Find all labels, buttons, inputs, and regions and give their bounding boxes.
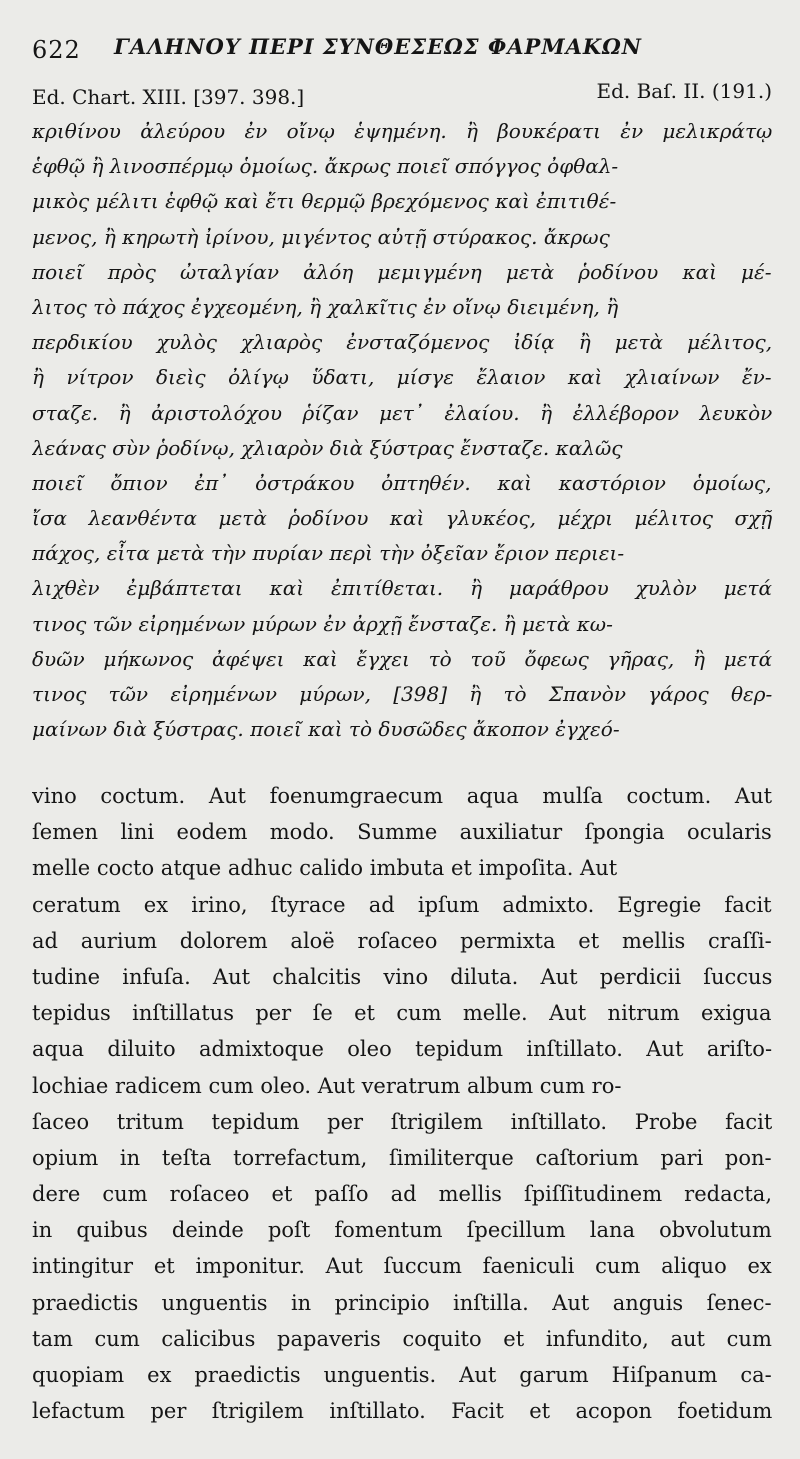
edition-basel-reference: Ed. Baſ. II. (191.) — [596, 79, 772, 103]
latin-text-line: lefactum per ſtrigilem inſtillato. Facit et acopon foetidum — [32, 1399, 772, 1424]
greek-text-line: λεάνας σὺν ῥοδίνῳ, χλιαρὸν διὰ ξύστρας ἔνσταζε. καλῶς — [32, 435, 623, 460]
latin-text-line: vino coctum. Aut foenumgraecum aqua mulſa coctum. Aut — [32, 784, 772, 808]
page-header — [32, 36, 772, 76]
greek-text-line: λιχθὲν ἐμβάπτεται καὶ ἐπιτίθεται. ἢ μαράθρου χυλὸν μετά — [32, 576, 772, 601]
latin-text-line: quopiam ex praedictis unguentis. Aut garum Hiſpanum ca- — [32, 1363, 772, 1387]
latin-text-line: ceratum ex irino, ſtyrace ad ipſum admixto. Egregie facit — [32, 892, 772, 917]
latin-text-line: tudine infuſa. Aut chalcitis vino diluta. Aut perdicii ſuccus — [32, 964, 772, 989]
latin-text-line: tepidus inſtillatus per ſe et cum melle. Aut nitrum exigua — [32, 1001, 772, 1026]
greek-text-line: δυῶν μήκωνος ἀφέψει καὶ ἔγχει τὸ τοῦ ὄφεως γῆρας, ἢ μετά — [32, 646, 772, 671]
latin-text-line: ſemen lini eodem modo. Summe auxiliatur ſpongia ocularis — [32, 820, 772, 845]
greek-text-block — [32, 114, 772, 747]
latin-text-line: intingitur et imponitur. Aut ſuccum faeniculi cum aliquo ex — [32, 1254, 772, 1279]
edition-chartier-reference: Ed. Chart. XIII. [397. 398.] — [32, 85, 305, 109]
greek-text-line: ἑφθῷ ἢ λινοσπέρμῳ ὁμοίως. ἄκρως ποιεῖ σπόγγος ὀφθαλ- — [32, 154, 619, 179]
greek-text-line: ἢ νίτρον διεὶς ὀλίγῳ ὕδατι, μίσγε ἔλαιον καὶ χλιαίνων ἔν- — [32, 365, 772, 390]
greek-text-line: πάχος, εἶτα μετὰ τὴν πυρίαν περὶ τὴν ὀξεῖαν ἔριον περιει- — [32, 541, 625, 566]
latin-text-line: aqua diluito admixtoque oleo tepidum inſtillato. Aut ariſto- — [32, 1037, 772, 1062]
latin-text-block — [32, 778, 772, 1429]
greek-text-line: μενος, ἢ κηρωτὴ ἰρίνου, μιγέντος αὐτῇ στύρακος. ἄκρως — [32, 224, 610, 249]
greek-text-line: μικὸς μέλιτι ἑφθῷ καὶ ἔτι θερμῷ βρεχόμενος καὶ ἐπιτιθέ- — [32, 189, 617, 214]
latin-text-line: tam cum calicibus papaveris coquito et infundito, aut cum — [32, 1326, 772, 1351]
greek-text-line: μαίνων διὰ ξύστρας. ποιεῖ καὶ τὸ δυσῶδες ἄκοπον ἐγχεό- — [32, 717, 620, 742]
greek-text-line: ἴσα λεανθέντα μετὰ ῥοδίνου καὶ γλυκέος, μέχρι μέλιτος σχῇ — [32, 506, 772, 531]
greek-text-line: ποιεῖ ὄπιον ἐπ᾽ ὀστράκου ὀπτηθέν. καὶ καστόριον ὁμοίως, — [32, 470, 772, 495]
running-title: ΓΑΛΗΝΟΥ ΠΕΡΙ ΣΥΝΘΕΣΕΩΣ ΦΑΡΜΑΚΩΝ — [114, 34, 642, 59]
latin-text-line: lochiae radicem cum oleo. Aut veratrum album cum ro- — [32, 1073, 622, 1098]
greek-text-line: τινος τῶν εἰρημένων μύρων, [398] ἢ τὸ Σπανὸν γάρος θερ- — [32, 682, 772, 706]
latin-text-line: praedictis unguentis in principio inſtilla. Aut anguis ſenec- — [32, 1290, 772, 1315]
greek-text-line: τινος τῶν εἰρημένων μύρων ἐν ἀρχῇ ἔνσταζε. ἢ μετὰ κω- — [32, 611, 613, 636]
latin-text-line: dere cum roſaceo et paſſo ad mellis ſpiſſitudinem redacta, — [32, 1182, 772, 1207]
greek-text-line: λιτος τὸ πάχος ἐγχεομένη, ἢ χαλκῖτις ἐν οἴνῳ διειμένη, ἢ — [32, 294, 619, 319]
edition-reference-line — [32, 79, 772, 115]
latin-text-line: in quibus deinde poſt fomentum ſpecillum lana obvolutum — [32, 1218, 772, 1243]
page-number: 622 — [32, 36, 81, 64]
greek-text-line: σταζε. ἢ ἀριστολόχου ῥίζαν μετ᾽ ἐλαίου. ἢ ἐλλέβορον λευκὸν — [32, 400, 772, 425]
latin-text-line: opium in teſta torrefactum, ſimiliterque caſtorium pari pon- — [32, 1145, 772, 1170]
latin-text-line: ſaceo tritum tepidum per ſtrigilem inſtillato. Probe facit — [32, 1109, 772, 1134]
greek-text-line: περδικίου χυλὸς χλιαρὸς ἐνσταζόμενος ἰδίᾳ ἢ μετὰ μέλιτος, — [32, 330, 772, 355]
latin-text-line: melle cocto atque adhuc calido imbuta et impoſita. Aut — [32, 856, 618, 881]
latin-text-line: ad aurium dolorem aloë roſaceo permixta et mellis craſſi- — [32, 928, 772, 953]
greek-text-line: κριθίνου ἀλεύρου ἐν οἴνῳ ἑψημένη. ἢ βουκέρατι ἐν μελικράτῳ — [32, 119, 772, 143]
greek-text-line: ποιεῖ πρὸς ὠταλγίαν ἀλόη μεμιγμένη μετὰ ῥοδίνου καὶ μέ- — [32, 259, 772, 284]
